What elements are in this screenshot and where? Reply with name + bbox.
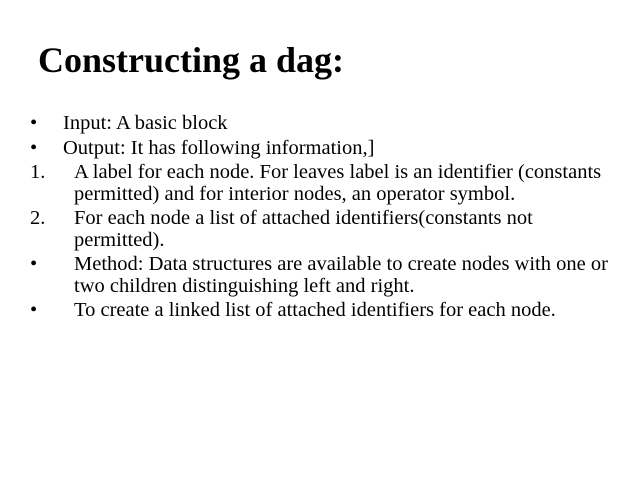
bullet-marker: • (30, 299, 38, 321)
list-item-text: Input: A basic block (63, 112, 228, 134)
list-item-output (30, 138, 610, 160)
list-item-text: A label for each node. For leaves label is an identifier (constants permitted) and for interior nodes, an operator symbol. (74, 161, 602, 205)
list-item-attached-identifiers (30, 208, 610, 251)
bullet-list (30, 113, 610, 325)
list-item-method (30, 254, 610, 297)
list-item-text: To create a linked list of attached identifiers for each node. (74, 299, 556, 321)
slide-title: Constructing a dag: (38, 40, 345, 80)
list-item-text: Output: It has following information,] (63, 136, 375, 159)
list-item-text: For each node a list of attached identifiers(constants not permitted). (74, 207, 533, 251)
list-item-linked-list (30, 300, 610, 322)
list-item-label (30, 162, 610, 205)
number-marker: 1. (30, 161, 46, 183)
bullet-marker: • (30, 112, 38, 134)
bullet-marker: • (30, 136, 38, 159)
list-item-text: Method: Data structures are available to create nodes with one or two children distinguishing left and right. (74, 253, 608, 297)
list-item-input (30, 113, 610, 135)
bullet-marker: • (30, 253, 38, 275)
number-marker: 2. (30, 207, 46, 229)
